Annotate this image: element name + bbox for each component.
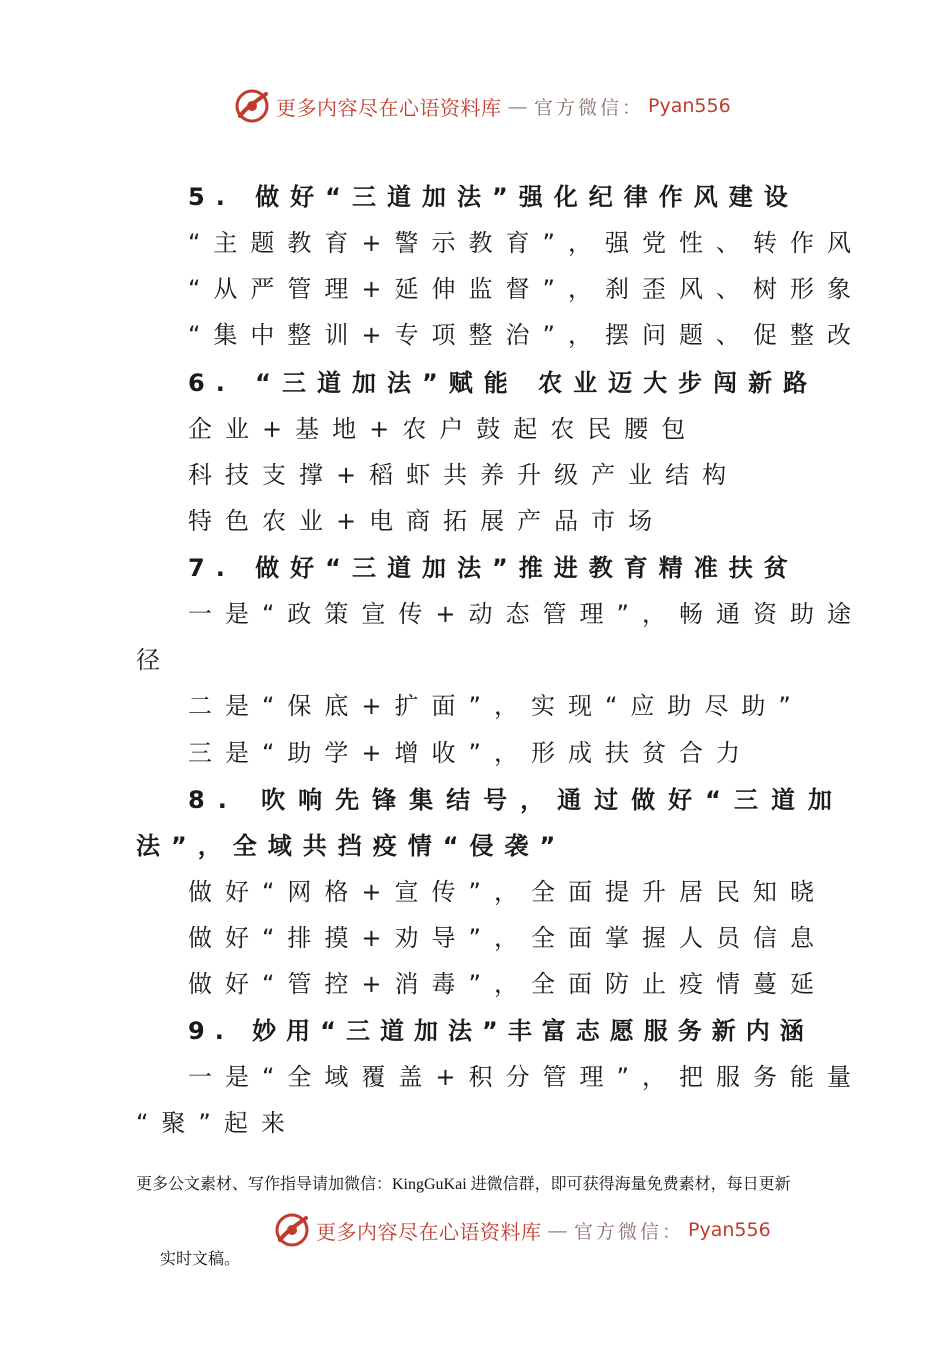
banner-label: 官方微信：	[534, 96, 645, 119]
section-9-line-1a: 一是“全域覆盖+积分管理”，把服务能量	[188, 1063, 864, 1091]
section-8-line-2: 做好“排摸+劝导”，全面掌握人员信息	[188, 924, 827, 952]
section-7-title: 7. 做好“三道加法”推进教育精准扶贫	[188, 554, 799, 582]
section-6-title: 6. “三道加法”赋能 农业迈大步闯新路	[188, 369, 819, 397]
banner-separator: —	[547, 1218, 568, 1242]
footer-banner	[272, 1208, 771, 1252]
footer-note: 更多公文素材、写作指导请加微信：KingGuKai 进微信群，即可获得海量免费素材，每日更新	[136, 1176, 791, 1193]
section-9-line-1b: “聚”起来	[136, 1109, 298, 1137]
section-8-title-a: 8. 吹响先锋集结号，通过做好“三道加	[188, 786, 845, 814]
section-6-line-1: 企业+基地+农户鼓起农民腰包	[188, 415, 699, 443]
section-7-line-1b: 径	[136, 646, 173, 674]
section-8-title-b: 法”，全域共挡疫情“侵袭”	[136, 832, 567, 860]
section-5-line-2: “从严管理+延伸监督”，刹歪风、树形象	[188, 275, 864, 303]
banner-main-text: 更多内容尽在心语资料库	[276, 95, 502, 120]
seal-logo-icon	[232, 86, 272, 126]
section-6-line-3: 特色农业+电商拓展产品市场	[188, 507, 666, 535]
section-7-line-1a: 一是“政策宣传+动态管理”，畅通资助途	[188, 600, 864, 628]
section-7-line-2: 二是“保底+扩面”，实现“应助尽助”	[188, 692, 804, 720]
banner-label: 官方微信：	[574, 1220, 685, 1243]
section-7-line-3: 三是“助学+增收”，形成扶贫合力	[188, 739, 753, 767]
section-9-title: 9. 妙用“三道加法”丰富志愿服务新内涵	[188, 1017, 814, 1045]
section-5-line-3: “集中整训+专项整治”，摆问题、促整改	[188, 321, 864, 349]
banner-wechat-id: Pyan556	[648, 95, 731, 117]
section-8-line-1: 做好“网格+宣传”，全面提升居民知晓	[188, 878, 827, 906]
banner-separator: —	[507, 94, 528, 118]
section-8-line-3: 做好“管控+消毒”，全面防止疫情蔓延	[188, 970, 827, 998]
section-6-line-2: 科技支撑+稻虾共养升级产业结构	[188, 461, 740, 489]
seal-logo-icon	[272, 1210, 312, 1250]
footer-tail: 实时文稿。	[160, 1251, 241, 1268]
banner-main-text: 更多内容尽在心语资料库	[316, 1219, 542, 1244]
section-5-line-1: “主题教育+警示教育”，强党性、转作风	[188, 229, 864, 257]
header-banner	[232, 84, 731, 128]
section-5-title: 5. 做好“三道加法”强化纪律作风建设	[188, 183, 799, 211]
banner-wechat-id: Pyan556	[688, 1219, 771, 1241]
